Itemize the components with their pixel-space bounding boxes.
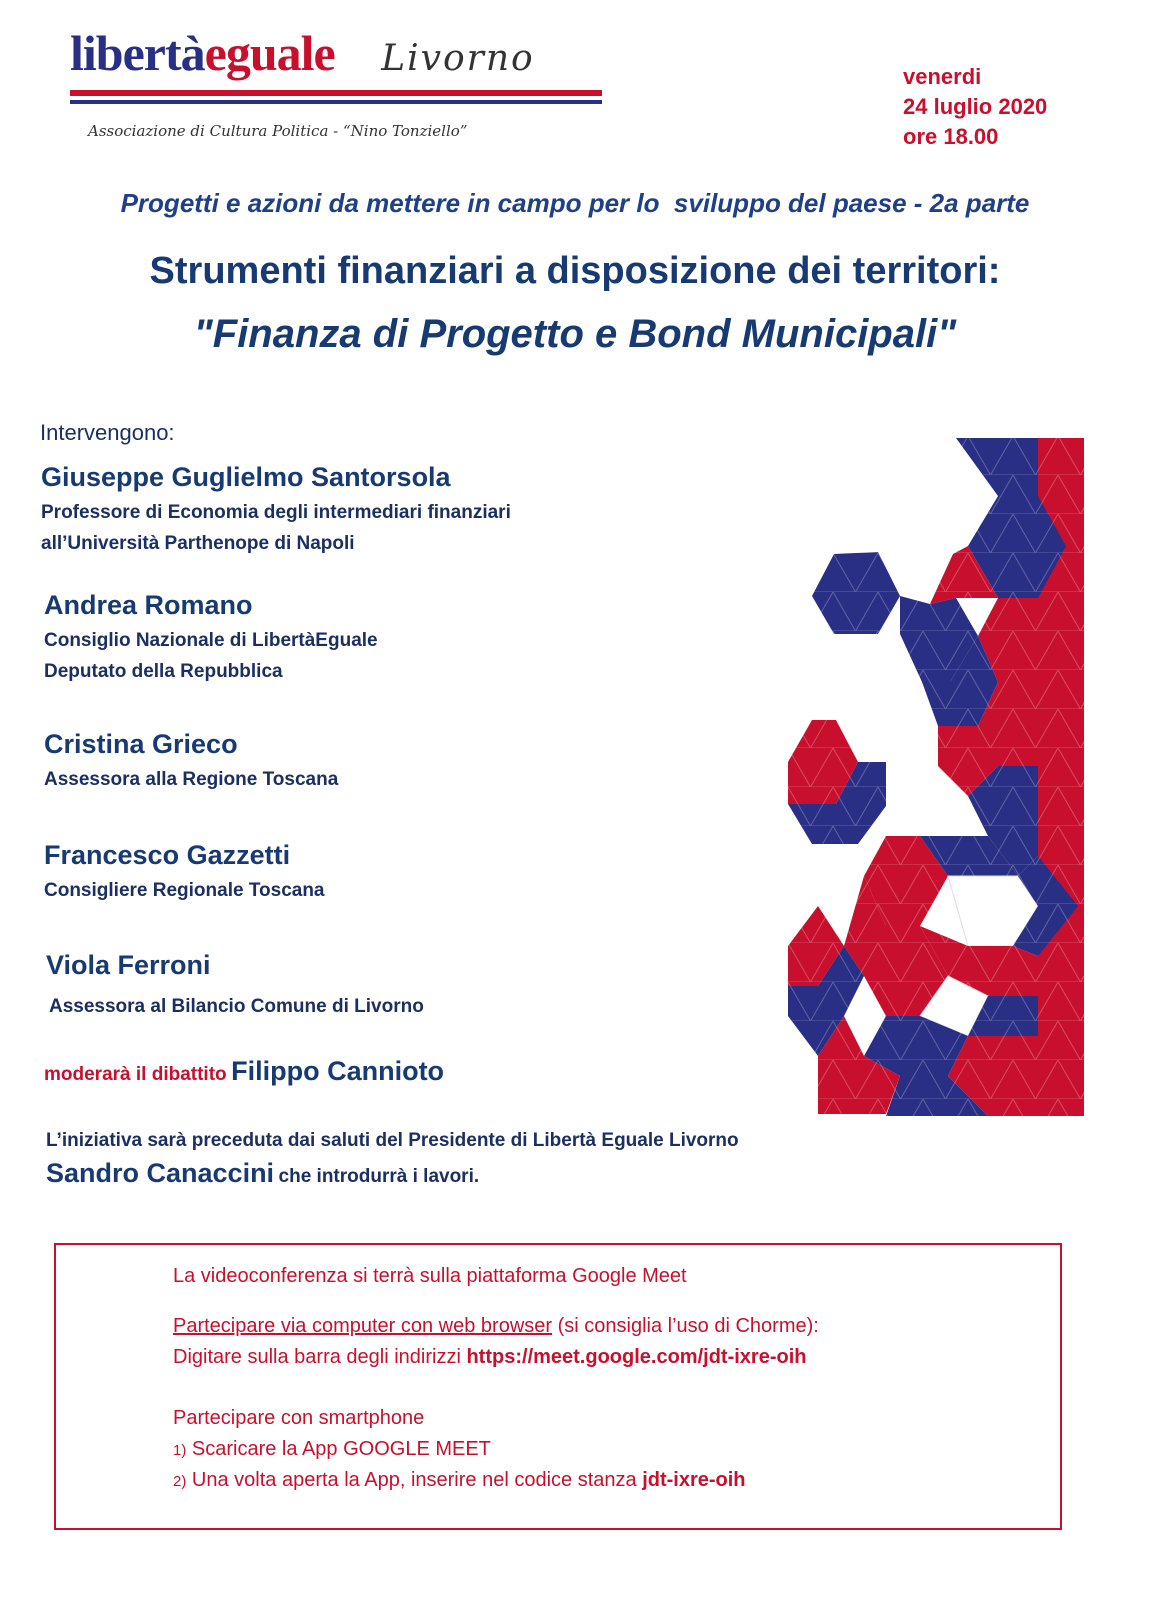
step-number: 1) (173, 1442, 187, 1459)
event-day: venerdi (903, 64, 982, 89)
logo (70, 18, 630, 158)
room-code: jdt-ixre-oih (642, 1469, 746, 1491)
speaker-name: Cristina Grieco (44, 729, 238, 759)
speaker-role: Professore di Economia degli intermediari finanziari (41, 502, 511, 523)
speaker-name: Francesco Gazzetti (44, 840, 291, 870)
event-date: 24 luglio 2020 (903, 94, 1048, 119)
speaker-item (44, 729, 338, 795)
speaker-item (44, 590, 378, 687)
logo-wordmark: libertàeguale (70, 25, 335, 81)
step-text: Scaricare la App GOOGLE MEET (191, 1438, 491, 1460)
computer-instruction: Digitare sulla barra degli indirizzi (173, 1346, 461, 1368)
logo-subtitle: Associazione di Cultura Politica - “Nino Tonziello” (88, 122, 468, 140)
speaker-item (41, 462, 511, 559)
speaker-role: Deputato della Repubblica (44, 661, 283, 682)
connection-info-box (54, 1243, 1062, 1530)
president-name: Sandro Canaccini (46, 1158, 275, 1188)
speaker-role: all’Università Parthenope di Napoli (41, 533, 355, 554)
event-subtitle: Progetti e azioni da mettere in campo per lo sviluppo del paese - 2a parte (120, 188, 1030, 218)
event-date-block (903, 62, 1047, 152)
speaker-role: Consigliere Regionale Toscana (44, 880, 325, 901)
logo-underline-red (70, 90, 602, 96)
moderator-label: moderarà il dibattito (44, 1064, 227, 1085)
graphic-triangle-grid (788, 436, 1084, 1118)
step-number: 2) (173, 1473, 187, 1490)
logo-city: Livorno (381, 38, 535, 79)
computer-heading: Partecipare via computer con web browser (173, 1315, 553, 1337)
intro-note-text: L’iniziativa sarà preceduta dai saluti del Presidente di Libertà Eguale Livorno (46, 1130, 739, 1151)
event-title: Strumenti finanziari a disposizione dei territori: (149, 250, 1001, 292)
platform-note: La videoconferenza si terrà sulla piattaforma Google Meet (173, 1265, 687, 1287)
smartphone-heading: Partecipare con smartphone (173, 1407, 425, 1429)
speaker-name: Viola Ferroni (46, 950, 211, 980)
speaker-name: Giuseppe Guglielmo Santorsola (41, 462, 451, 492)
intro-note-text-2: che introdurrà i lavori. (278, 1166, 480, 1187)
logo-underline-blue (70, 100, 602, 104)
speaker-role: Assessora al Bilancio Comune di Livorno (49, 996, 424, 1017)
computer-note: (si consiglia l’uso di Chorme): (557, 1315, 819, 1337)
speaker-name: Andrea Romano (44, 590, 253, 620)
moderator (44, 1056, 444, 1087)
event-time: ore 18.00 (903, 124, 999, 149)
speaker-item (46, 950, 424, 1022)
meet-url-link[interactable]: https://meet.google.com/jdt-ixre-oih (466, 1346, 807, 1368)
event-title-quote: "Finanza di Progetto e Bond Municipali" (193, 312, 957, 356)
speaker-item (44, 840, 325, 906)
speakers-intro: Intervengono: (40, 420, 175, 445)
speaker-role: Assessora alla Regione Toscana (44, 769, 339, 790)
speaker-role: Consiglio Nazionale di LibertàEguale (44, 630, 378, 651)
cube-pattern-graphic (788, 436, 1088, 1118)
moderator-name: Filippo Cannioto (231, 1056, 445, 1086)
intro-note (46, 1130, 946, 1189)
step-text: Una volta aperta la App, inserire nel codice stanza (191, 1469, 637, 1491)
